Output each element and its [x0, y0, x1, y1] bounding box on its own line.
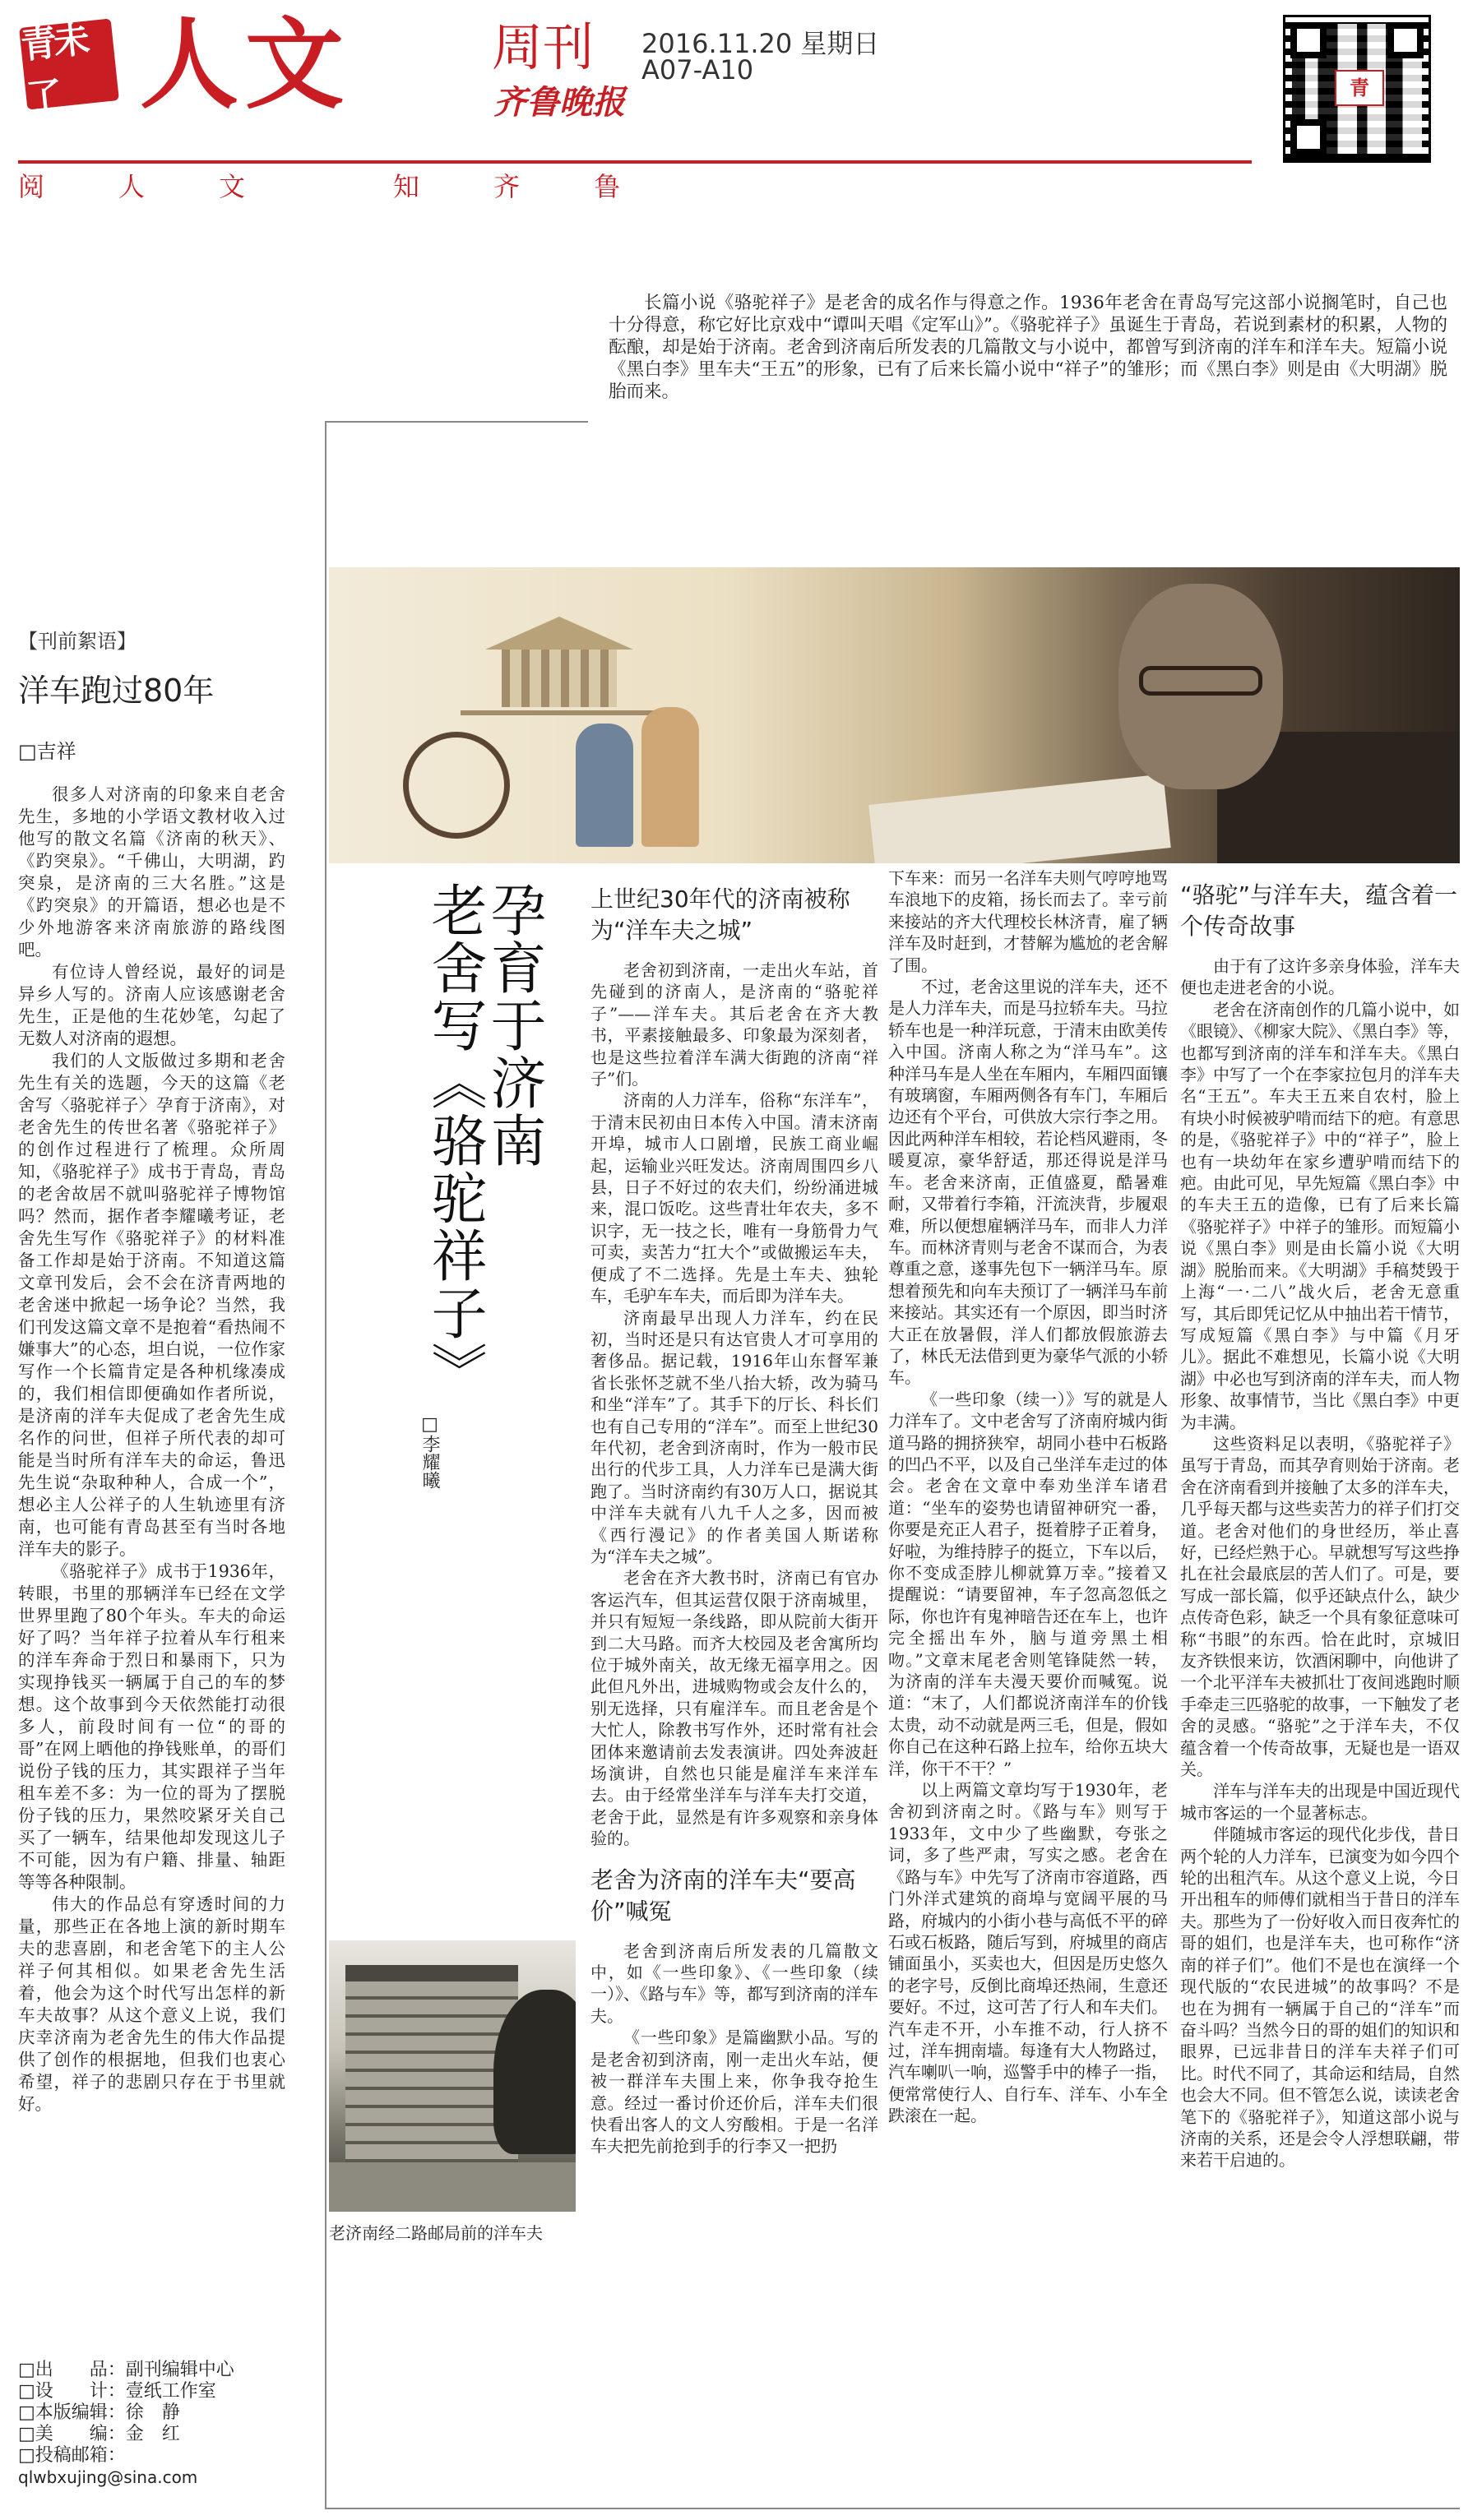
article-column-2 [888, 867, 1168, 2127]
photo-caption: 老济南经二路邮局前的洋车夫 [329, 2223, 543, 2243]
street-photo [329, 1940, 576, 2212]
credit-row: □美 编：金 红 [18, 2424, 180, 2444]
byline: □李耀曦 [419, 1414, 440, 1489]
issue-date: 2016.11.20 星期日 [641, 28, 880, 59]
column-title: 洋车跑过80年 [18, 673, 215, 709]
article-paragraph: 老舍初到济南，一走出火车站，首先碰到的济南人，是济南的“骆驼祥子”——洋车夫。其后老舍在齐大教书，平素接触最多、印象最为深刻者，也是这些拉着洋车满大街跑的济南“祥子”们。 [590, 960, 878, 1089]
column-paragraph: 有位诗人曾经说，最好的词是异乡人写的。济南人应该感谢老舍先生，正是他的生花妙笔，勾起了无数人对济南的遐想。 [18, 962, 285, 1048]
article-paragraph: 伴随城市客运的现代化步伐，昔日两个轮的人力洋车，已演变为如今四个轮的出租汽车。从这个意义上说，今日开出租车的师傅们就相当于昔日的洋车夫。那些为了一份好收入而日夜奔忙的哥的姐们，也是洋车夫，也可称作“济南的祥子们”。他们不是也在演绎一个现代版的“农民进城”的故事吗？不是也在为拥有一辆属于自己的“洋车”而奋斗吗？当然今日的哥的姐们的知识和眼界，已远非昔日的洋车夫祥子们可比。时代不同了，其命运和结局，自然也会大不同。但不管怎么说，读读老舍笔下的《骆驼祥子》，知道这部小说与济南的关系，还是会令人浮想联翩，带来若干启迪的。 [1180, 1824, 1460, 2171]
editorial-column [18, 625, 285, 2115]
column-paragraph: 《骆驼祥子》成书于1936年，转眼，书里的那辆洋车已经在文学世界里跑了80个年头。车夫的命运好了吗？当年祥子拉着从车行租来的洋车奔命于烈日和暴雨下，只为实现挣钱买一辆属于自己的车的梦想。这个故事到今天依然能打动很多人，前段时间有一位“的哥的哥”在网上晒他的挣钱账单，的哥们说份子钱的压力，其实跟祥子当年租车差不多：为一位的哥为了摆脱份子钱的压力，果然咬紧牙关自己买了一辆车，结果他却发现这儿子不可能，因为有户籍、排量、轴距等等各种限制。 [18, 1561, 285, 1892]
column-paragraph: 伟大的作品总有穿透时间的力量，那些正在各地上演的新时期车夫的悲喜剧，和老舍笔下的主人公祥子何其相似。如果老舍先生活着，他会为这个时代写出怎样的新车夫故事？从这个意义上说，我们庆幸济南为老舍先生的伟大作品提供了创作的根据地，但我们也衷心希望，祥子的悲剧只存在于书里就好。 [18, 1894, 285, 2114]
article-paragraph: 以上两篇文章均写于1930年，老舍初到济南之时。《路与车》则写于1933年，文中少了些幽默，夸张之词，多了些严肃，写实之感。老舍在《路与车》中先写了济南市容道路，西门外洋式建筑的商埠与宽阔平展的马路，府城内的小街小巷与高低不平的碎石或石板路，随后写到，府城里的商店铺面虽小，买卖也大，但因是历史悠久的老字号，反倒比商埠还热闹，生意还要好。不过，这可苦了行人和车夫们。汽车走不开，小车推不动，行人挤不过，洋车拥南墙。每逢有大人物路过，汽车喇叭一响，巡警手中的棒子一指，便常常使行人、自行车、洋车、小车全跌滚在一起。 [888, 1780, 1168, 2126]
subheading: 老舍为济南的洋车夫“要高价”喊冤 [590, 1866, 856, 1925]
credits [18, 2360, 298, 2488]
masthead-divider [18, 160, 1252, 164]
article-paragraph: 济南最早出现人力洋车，约在民初，当时还是只有达官贵人才可享用的奢侈品。据记载，1916年山东督军兼省长张怀芝就不坐八抬大轿，改为骑马和坐“洋车”了。其手下的厅长、科长们也有自己专用的“洋车”。而至上世纪30年代初，老舍到济南时，作为一般市民出行的代步工具，人力洋车已是满大街跑了。当时济南约有30万人口，据说其中洋车夫就有八九千人之多，因而被《西行漫记》的作者美国人斯诺称为“洋车夫之城”。 [590, 1307, 878, 1566]
qr-logo: 青 [1335, 70, 1384, 106]
page-title: 人文 [140, 8, 350, 123]
qr-code-icon [1283, 15, 1431, 163]
slogan-char: 文 [219, 171, 246, 202]
article-paragraph: 下车来：而另一名洋车夫则气哼哼地骂车浪地下的皮箱，扬长而去了。幸亏前来接站的齐大代理校长林济青，雇了辆洋车及时赶到，才替解为尴尬的老舍解了围。 [888, 868, 1168, 975]
article-intro: 长篇小说《骆驼祥子》是老舍的成名作与得意之作。1936年老舍在青岛写完这部小说搁笔时，自己也十分得意，称它好比京戏中“谭叫天唱《定军山》”。《骆驼祥子》虽诞生于青岛，若说到素材的积累，人物的酝酿，却是始于济南。老舍到济南后所发表的几篇散文与小说中，都曾写到济南的洋车和洋车夫。短篇小说《黑白李》里车夫“王五”的形象，已有了后来长篇小说中“祥子”的雏形；而《黑白李》则是由《大明湖》脱胎而来。 [609, 293, 1447, 402]
column-tag: 【刊前絮语】 [18, 630, 137, 653]
headline [422, 881, 546, 1399]
submission-email[interactable]: qlwbxujing@sina.com [18, 2467, 198, 2487]
subheading: 上世纪30年代的济南被称为“洋车夫之城” [590, 885, 850, 944]
credit-row: □本版编辑：徐 静 [18, 2402, 180, 2423]
article-paragraph: 由于有了这许多亲身体验，洋车夫便也走进老舍的小说。 [1180, 956, 1460, 998]
subheading: “骆驼”与洋车夫，蕴含着一个传奇故事 [1180, 881, 1458, 940]
headline-line: 孕育于济南 [481, 881, 546, 1169]
credit-row: □出 品：副刊编辑中心 [18, 2360, 234, 2380]
article-paragraph: 老舍在齐大教书时，济南已有官办客运汽车，但其运营仅限于济南城里，并只有短短一条线路，即从院前大街开到二大马路。而齐大校园及老舍寓所均位于城外南关，故无缘无福享用之。因此但凡外出，进城购物或会友什么的，别无选择，只有雇洋车。而且老舍是个大忙人，除教书写作外，还时常有社会团体来邀请前去发表演讲。四处奔波赶场演讲，自然也只能是雇洋车来洋车去。由于经常坐洋车与洋车夫打交道，老舍于此，显然是有许多观察和亲身体验的。 [590, 1568, 878, 1849]
article-paragraph: 《一些印象》是篇幽默小品。写的是老舍初到济南，刚一走出火车站，便被一群洋车夫围上来，你争我夺抢生意。经过一番讨价还价后，洋车夫们很快看出客人的文人穷酸相。于是一名洋车夫把先前抢到手的行李又一把扔 [590, 2028, 878, 2157]
article-paragraph: 不过，老舍这里说的洋车夫，还不是人力洋车夫，而是马拉轿车夫。马拉轿车也是一种洋玩意，于清末由欧美传入中国。济南人称之为“洋马车”。这种洋马车是人坐在车厢内，车厢四面镶有玻璃窗，车厢两侧各有车门，车厢后边还有个平台，可供放大宗行李之用。因此两种洋车相较，若论档风避雨，冬暖夏凉，豪华舒适，那还得说是洋马车。老舍来济南，正值盛夏，酷暑难耐，又带着行李箱，汗流浃背，步履艰难，所以便想雇辆洋马车，而非人力洋车。而林济青则与老舍不谋而合，为表尊重之意，遂事先包下一辆洋马车。原想着预先和向车夫预订了一辆洋马车前来接站。其实还有一个原因，即当时济大正在放暑假，洋人们都放假旅游去了，林氏无法借到更为豪华气派的小轿车。 [888, 977, 1168, 1388]
column-paragraph: 很多人对济南的印象来自老舍先生，多地的小学语文教材收入过他写的散文名篇《济南的秋天》、《趵突泉》。“千佛山，大明湖，趵突泉，是济南的三大名胜。”这是《趵突泉》的开篇语，想必也是不少外地游客来济南旅游的路线图吧。 [18, 784, 285, 959]
column-author: □吉祥 [18, 740, 76, 763]
credit-row: □投稿邮箱： [18, 2445, 126, 2466]
issue-pages: A07-A10 [641, 54, 754, 86]
column-paragraph: 我们的人文版做过多期和老舍先生有关的选题，今天的这篇《老舍写〈骆驼祥子〉孕育于济南》，对老舍先生的传世名著《骆驼祥子》的创作过程进行了梳理。众所周知，《骆驼祥子》成书于青岛，青岛的老舍故居不就叫骆驼祥子博物馆吗？然而，据作者李耀曦考证，老舍先生写作《骆驼祥子》的材料准备工作却是始于济南。不知道这篇文章刊发后，会不会在济青两地的老舍迷中掀起一场争论？当然，我们刊发这篇文章不是抱着“看热闹不嫌事大”的心态，坦白说，一位作家写作一个长篇肯定是各种机缘凑成的，我们相信即便确如作者所说，是济南的洋车夫促成了老舍先生成名作的问世，但祥子所代表的却可能是当时所有洋车夫的命运，鲁迅先生说“杂取种种人，合成一个”，想必主人公祥子的人生轨迹里有济南，也可能有青岛甚至有当时各地洋车夫的影子。 [18, 1051, 285, 1559]
article-column-1 [590, 884, 878, 2157]
slogan-char: 阅 [18, 171, 45, 202]
article-paragraph: 老舍在济南创作的几篇小说中，如《眼镜》、《柳家大院》、《黑白李》等，也都写到济南的洋车和洋车夫。《黑白李》中写了一个在李家拉包月的洋车夫名“王五”。车夫王五来自农村，脸上有块小时候被驴啃而结下的疤。有意思的是，《骆驼祥子》中的“祥子”，脸上也有一块幼年在家乡遭驴啃而结下的疤。由此可见，早先短篇《黑白李》中的车夫王五的造像，已有了后来长篇《骆驼祥子》中祥子的雏形。而短篇小说《黑白李》则是由长篇小说《大明湖》脱胎而来。《大明湖》手稿焚毁于上海“一·二八”战火后，老舍无意重写，其后即凭记忆从中抽出若干情节，写成短篇《黑白李》与中篇《月牙儿》。据此不难想见，长篇小说《大明湖》中必也写到济南的洋车夫，而人物形象、故事情节，当比《黑白李》中更为丰满。 [1180, 999, 1460, 1432]
logo: 青未了 [19, 18, 119, 109]
article-paragraph: 洋车与洋车夫的出现是中国近现代城市客运的一个显著标志。 [1180, 1781, 1460, 1823]
frame-line [325, 421, 588, 423]
frame-line [325, 421, 326, 2509]
slogan-char: 鲁 [594, 171, 621, 202]
slogan [18, 166, 841, 204]
hero-photo [329, 567, 1460, 863]
article-column-3 [1180, 880, 1460, 2171]
article-paragraph: 《一些印象（续一）》写的就是人力洋车了。文中老舍写了济南府城内街道马路的拥挤狭窄，胡同小巷中石板路的凹凸不平，以及自己坐洋车走过的体会。老舍在文章中奉劝坐洋车诸君道：“坐车的姿势也请留神研究一番，你要是充正人君子，挺着脖子正着身，好啦，为维持脖子的挺立，下车以后，你不变成歪脖儿柳就算万幸。”接着又提醒说：“请要留神，车子忽高忽低之际，你也许有鬼神暗告还在车上，也许完全摇出车外，脑与道旁黑土相吻。”文章末尾老舍则笔锋陡然一转，为济南的洋车夫漫天要价而喊冤。说道：“末了，人们都说济南洋车的价钱太贵，动不动就是两三毛，但是，假如你自己在这种石路上拉车，给你五块大洋，你干不干？” [888, 1389, 1168, 1778]
slogan-char: 人 [118, 171, 146, 202]
article-paragraph: 老舍到济南后所发表的几篇散文中，如《一些印象》、《一些印象（续一）》、《路与车》等，都写到济南的洋车夫。 [590, 1940, 878, 2026]
slogan-char: 知 [393, 171, 420, 202]
article-paragraph: 济南的人力洋车，俗称“东洋车”，于清末民初由日本传入中国。清末济南开埠，城市人口剧增，民族工商业崛起，运输业兴旺发达。济南周围四乡八县，日子不好过的农夫们，纷纷涌进城来，混口饭吃。这些青壮年农夫，多不识字，无一技之长，唯有一身筋骨力气可卖，卖苦力“扛大个”或做搬运车夫，便成了不二选择。先是土车夫、独轮车，毛驴车车夫，而后即为洋车夫。 [590, 1090, 878, 1306]
headline-line: 老舍写《骆驼祥子》 [422, 881, 487, 1399]
slogan-char: 齐 [493, 171, 521, 202]
newspaper-name: 齐鲁晚报 [493, 83, 625, 122]
section-title: 周刊 [492, 17, 595, 77]
article-paragraph: 这些资料足以表明，《骆驼祥子》虽写于青岛，而其孕育则始于济南。老舍在济南看到并接触了太多的洋车夫，几乎每天都与这些卖苦力的祥子们打交道。老舍对他们的身世经历，举止喜好，已经烂熟于心。早就想写写这些挣扎在社会最底层的苦人们了。可是，要写成一部长篇，似乎还缺点什么，缺少点传奇色彩，缺乏一个具有象征意味可称“书眼”的东西。恰在此时，京城旧友齐铁恨来访，饮酒闲聊中，向他讲了一个北平洋车夫被抓壮丁夜间逃跑时顺手牵走三匹骆驼的故事，一下触发了老舍的灵感。“骆驼”之于洋车夫，不仅蕴含着一个传奇故事，无疑也是一语双关。 [1180, 1433, 1460, 1780]
frame-line [325, 2508, 1460, 2509]
credit-row: □设 计：壹纸工作室 [18, 2381, 216, 2402]
